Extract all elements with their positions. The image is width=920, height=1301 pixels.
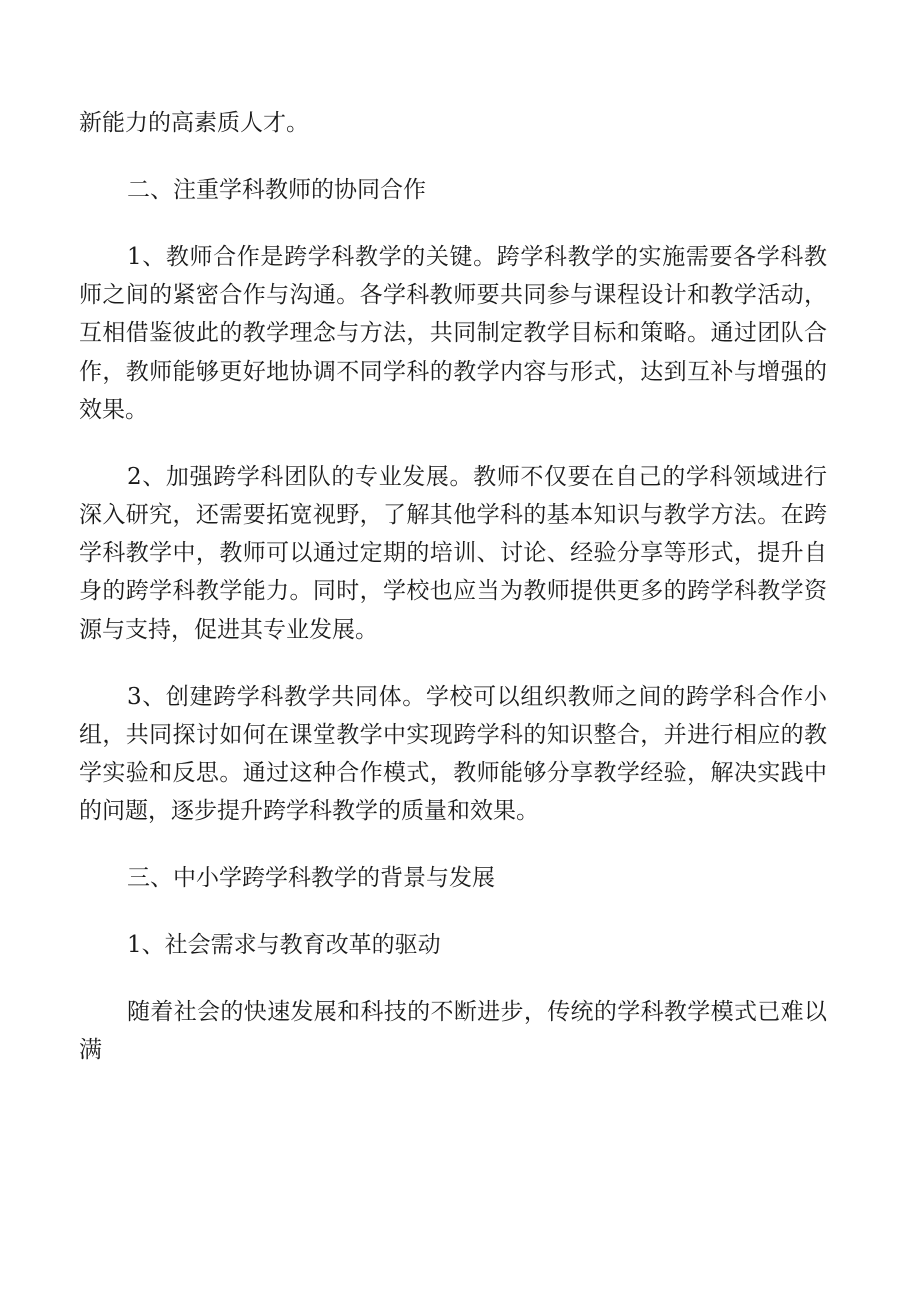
paragraph-teacher-cooperation: 1、教师合作是跨学科教学的关键。跨学科教学的实施需要各学科教师之间的紧密合作与沟通。各学科教师要共同参与课程设计和教学活动，互相借鉴彼此的教学理念与方法，共同制定教学目标和策略。通过团队合作，教师能够更好地协调不同学科的教学内容与形式，达到互补与增强的效果。 [79, 244, 827, 423]
paragraph-teaching-community: 3、创建跨学科教学共同体。学校可以组织教师之间的跨学科合作小组，共同探讨如何在课堂教学中实现跨学科的知识整合，并进行相应的教学实验和反思。通过这种合作模式，教师能够分享教学经验，解决实践中的问题，逐步提升跨学科教学的质量和效果。 [79, 683, 827, 825]
section-heading-2: 二、注重学科教师的协同合作 [127, 177, 426, 203]
document-page [79, 104, 827, 1070]
subsection-heading-1: 1、社会需求与教育改革的驱动 [127, 932, 441, 959]
section-heading-3: 三、中小学跨学科教学的背景与发展 [127, 865, 495, 892]
paragraph-continuation: 新能力的高素质人才。 [79, 110, 309, 136]
paragraph-professional-development: 2、加强跨学科团队的专业发展。教师不仅要在自己的学科领域进行深入研究，还需要拓宽视野，了解其他学科的基本知识与教学方法。在跨学科教学中，教师可以通过定期的培训、讨论、经验分享等形式，提升自身的跨学科教学能力。同时，学校也应当为教师提供更多的跨学科教学资源与支持，促进其专业发展。 [79, 463, 827, 643]
paragraph-social-demand: 随着社会的快速发展和科技的不断进步，传统的学科教学模式已难以满 [79, 999, 827, 1064]
